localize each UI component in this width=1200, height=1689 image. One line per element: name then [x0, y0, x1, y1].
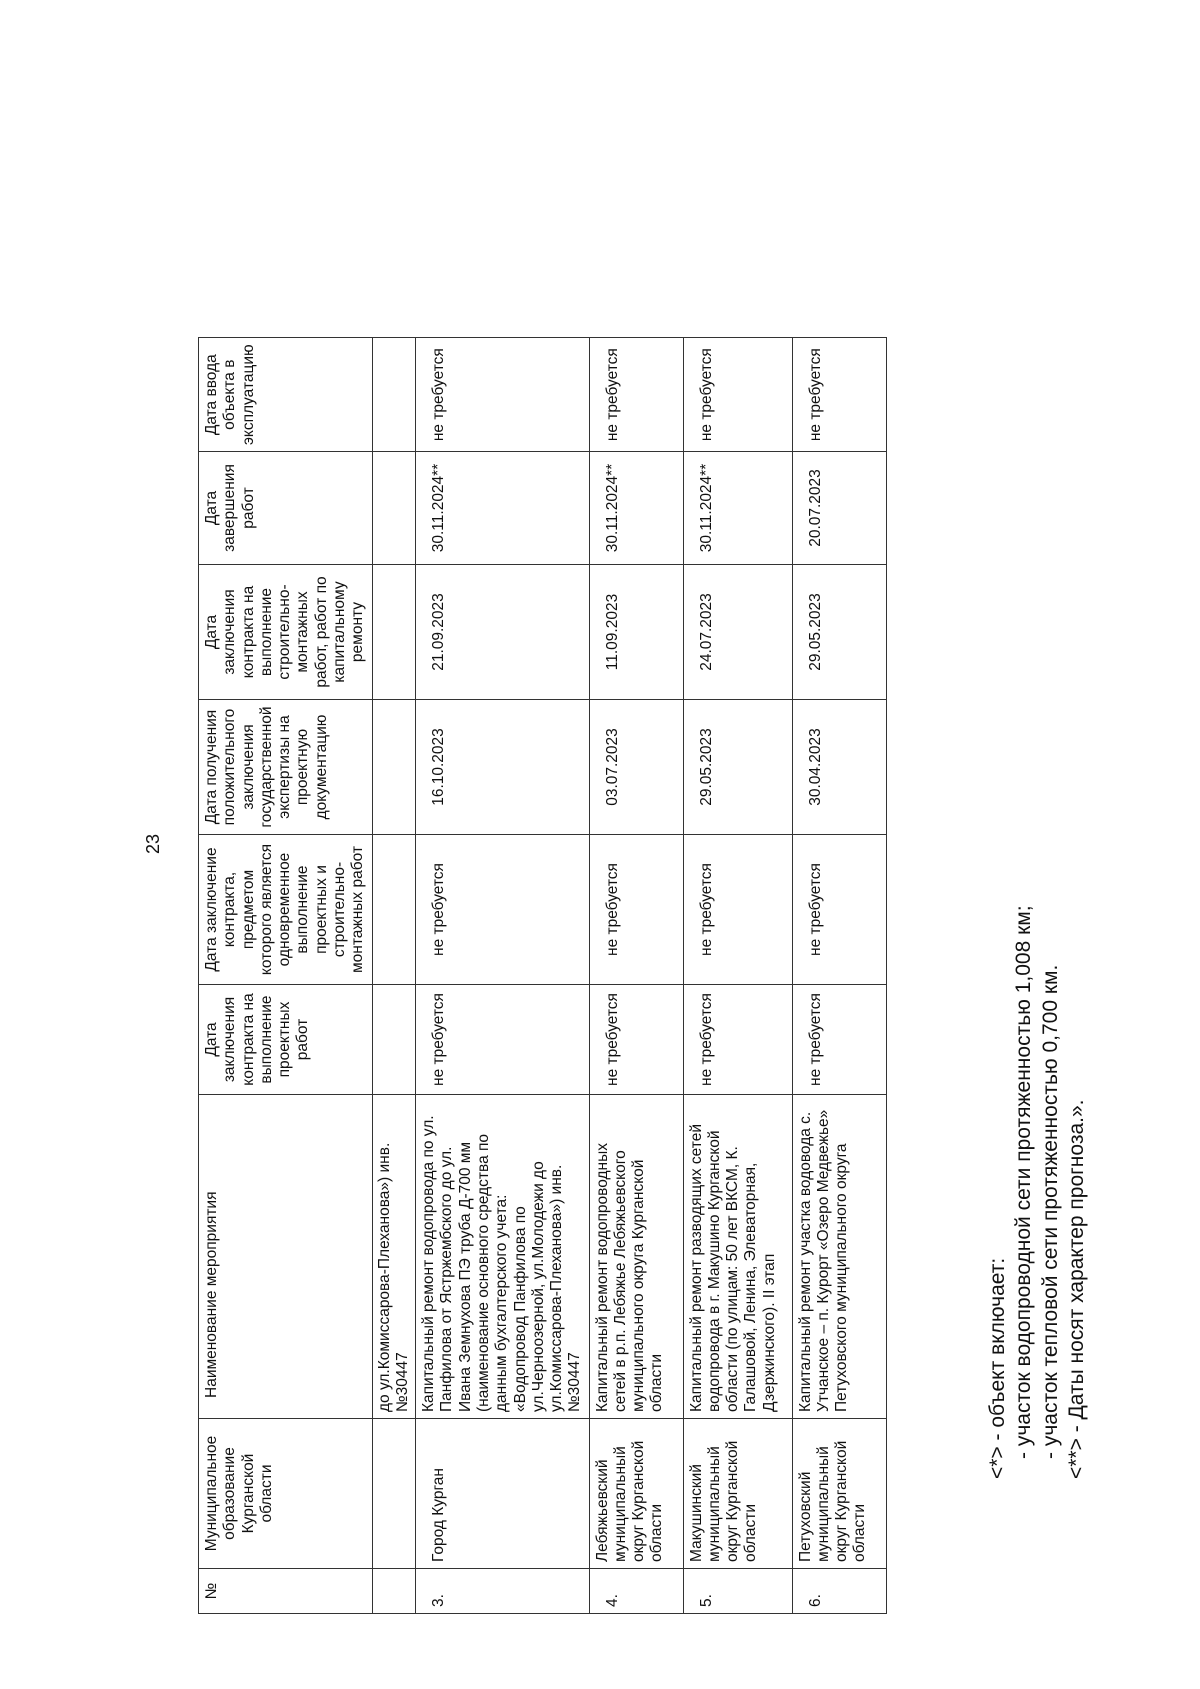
table-cell	[372, 338, 416, 452]
footnotes	[985, 905, 1090, 1479]
design-contract-cell: не требуется	[683, 985, 792, 1095]
measure-name-cell: Капитальный ремонт водопровода по ул. Панфилова от Ястржембского до ул. Ивана Земнухова ПЭ труба Д-700 мм (наименование основного средства по данным бухгалтерского учета: «Водопровод Панфилова по ул.Черноозерной, ул.Молодежи до ул.Комиссарова-Плеханова») инв. №30447	[416, 1095, 590, 1419]
table-cell	[372, 985, 416, 1095]
expertise-cell: 03.07.2023	[589, 700, 683, 835]
header-measure-name: Наименование мероприятия	[199, 1095, 373, 1419]
joint-contract-cell: не требуется	[683, 835, 792, 985]
footnote-object-includes: <*> - объект включает:	[986, 1257, 1009, 1479]
expertise-cell: 16.10.2023	[416, 700, 590, 835]
header-num: №	[199, 1569, 373, 1614]
completion-cell: 30.11.2024**	[683, 452, 792, 565]
measure-name-cell: Капитальный ремонт водопроводных сетей в р.п. Лебяжье Лебяжьевского муниципального округа Курганской области	[589, 1095, 683, 1419]
municipality-cell: Макушинский муниципальный округ Курганской области	[683, 1419, 792, 1569]
completion-cell: 30.11.2024**	[589, 452, 683, 565]
table-cell	[372, 1419, 416, 1569]
header-design-contract-date: Дата заключения контракта на выполнение проектных работ	[199, 985, 373, 1095]
header-expertise-date: Дата получения положительного заключения государственной экспертизы на проектную документацию	[199, 700, 373, 835]
header-municipality: Муниципальное образование Курганской области	[199, 1419, 373, 1569]
continuation-text: до ул.Комиссарова-Плеханова») инв. №30447	[372, 1095, 416, 1419]
expertise-cell: 29.05.2023	[683, 700, 792, 835]
table-cell	[372, 565, 416, 700]
municipality-cell: Лебяжьевский муниципальный округ Курганской области	[589, 1419, 683, 1569]
footnote-forecast-dates: <**> - Даты носят характер прогноза.».	[1064, 1099, 1088, 1479]
joint-contract-cell: не требуется	[416, 835, 590, 985]
measure-name-cell: Капитальный ремонт участка водовода с. Утчанское – п. Курорт «Озеро Медвежье» Петуховского муниципального округа	[792, 1095, 886, 1419]
commissioning-cell: не требуется	[589, 338, 683, 452]
table-cell	[372, 700, 416, 835]
design-contract-cell: не требуется	[792, 985, 886, 1095]
page-number: 23	[143, 833, 163, 855]
construction-contract-cell: 21.09.2023	[416, 565, 590, 700]
footnote-water-network: - участок водопроводной сети протяженностью 1,008 км;	[1012, 905, 1036, 1459]
row-number: 3.	[416, 1569, 590, 1614]
footnote-heat-network: - участок тепловой сети протяженностью 0,700 км.	[1038, 964, 1062, 1459]
table-row	[589, 338, 683, 1614]
header-row	[199, 338, 373, 1614]
table-row	[792, 338, 886, 1614]
municipality-cell: Город Курган	[416, 1419, 590, 1569]
municipality-cell: Петуховский муниципальный округ Курганской области	[792, 1419, 886, 1569]
row-number: 4.	[589, 1569, 683, 1614]
continuation-row	[372, 338, 416, 1614]
design-contract-cell: не требуется	[589, 985, 683, 1095]
joint-contract-cell: не требуется	[792, 835, 886, 985]
commissioning-cell: не требуется	[416, 338, 590, 452]
design-contract-cell: не требуется	[416, 985, 590, 1095]
construction-contract-cell: 24.07.2023	[683, 565, 792, 700]
table-row	[416, 338, 590, 1614]
header-commissioning-date: Дата ввода объекта в эксплуатацию	[199, 338, 373, 452]
commissioning-cell: не требуется	[792, 338, 886, 452]
row-number: 6.	[792, 1569, 886, 1614]
completion-cell: 30.11.2024**	[416, 452, 590, 565]
table-cell	[372, 452, 416, 565]
table-cell	[372, 1569, 416, 1614]
table-cell	[372, 835, 416, 985]
measures-table	[198, 337, 887, 1614]
header-construction-contract-date: Дата заключения контракта на выполнение строительно-монтажных работ, работ по капитальному ремонту	[199, 565, 373, 700]
measure-name-cell: Капитальный ремонт разводящих сетей водопровода в г. Макушино Курганской области (по улицам: 50 лет ВКСМ, К. Галашовой, Ленина, Элеваторная, Дзержинского). II этап	[683, 1095, 792, 1419]
joint-contract-cell: не требуется	[589, 835, 683, 985]
header-completion-date: Дата завершения работ	[199, 452, 373, 565]
commissioning-cell: не требуется	[683, 338, 792, 452]
header-joint-contract-date: Дата заключение контракта, предметом которого является одновременное выполнение проектных и строительно-монтажных работ	[199, 835, 373, 985]
construction-contract-cell: 29.05.2023	[792, 565, 886, 700]
construction-contract-cell: 11.09.2023	[589, 565, 683, 700]
table-row	[683, 338, 792, 1614]
completion-cell: 20.07.2023	[792, 452, 886, 565]
expertise-cell: 30.04.2023	[792, 700, 886, 835]
row-number: 5.	[683, 1569, 792, 1614]
